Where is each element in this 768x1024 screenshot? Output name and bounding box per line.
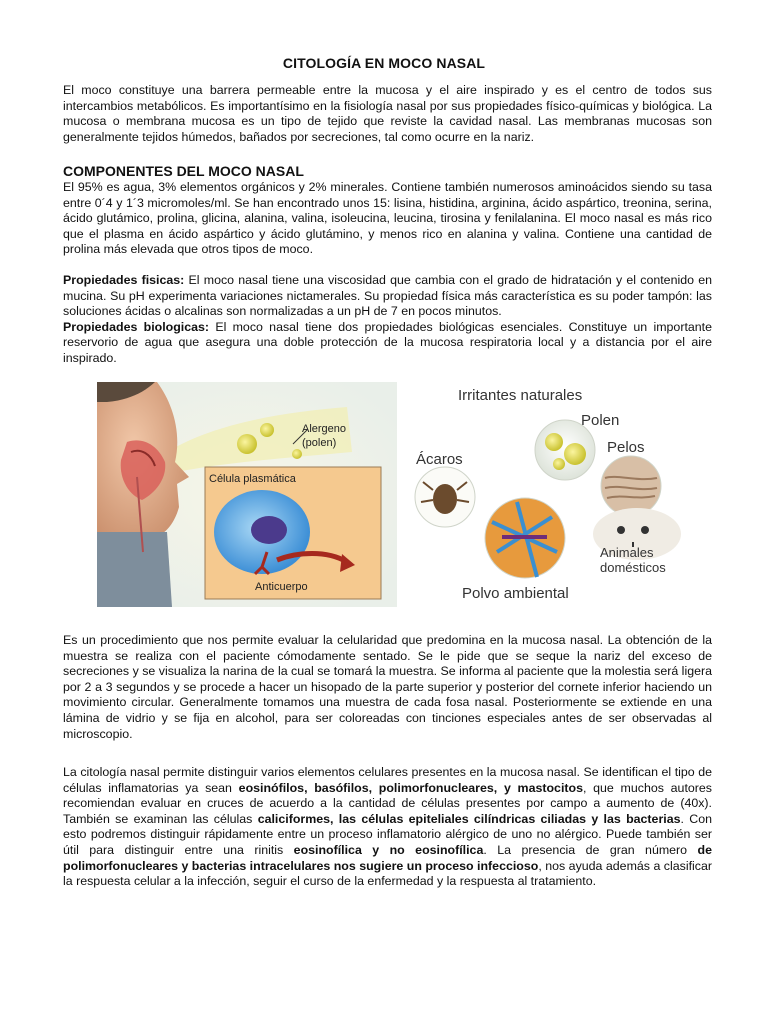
label-animales: Animales (600, 545, 654, 560)
cytology-bold-3: eosinofílica y no eosinofílica (293, 842, 484, 857)
cytology-bold-2: caliciformes, las células epiteliales cilíndricas ciliadas y las bacterias (257, 811, 681, 826)
label-anticuerpo: Anticuerpo (255, 581, 308, 593)
mites-circle (415, 467, 475, 527)
components-paragraph: El 95% es agua, 3% elementos orgánicos y 2% minerales. Contiene también numerosos aminoácidos siendo su tasa entre 0´4 y 1´3 micromoles/ml. Se han encontrado unos 15: lisina, histidina, arginina, ácido aspártico, treonina, serina, ácido glutámico, prolina, glicina, alanina, valina, isoleucina, leucina, tirosina y fenilalanina. El moco nasal es más rico que el plasma en ácido aspártico y ácido glutámino, y menos rico en alanina y valina. Contiene una cantidad de prolina más elevada que otros tipos de moco. (63, 180, 712, 257)
cytology-text-3: . Con esto podremos distinguir rápidamente entre un proceso inflamatorio alérgico de uno no alérgico. Puede también ser útil para distinguir entre una rinitis (63, 811, 712, 857)
label-domesticos: domésticos (600, 560, 666, 575)
procedure-paragraph: Es un procedimiento que nos permite evaluar la celularidad que predomina en la mucosa nasal. La obtención de la muestra se realiza con el paciente cómodamente sentado. Se le pide que se seque la nariz del exceso de secreciones y se visualiza la narina de la cual se tomará la muestra. Se informa al paciente que la molestia será ligera por 2 a 3 segundos y se procede a hacer un hisopado de la parte superior y posterior del cornete inferior haciendo un movimiento circular. Generalmente tomamos una muestra de cada fosa nasal. Posteriormente se extiende en una lámina de vidrio y se fija en alcohol, para ser coloreadas con tinciones especiales antes de ser observadas al microscopio. (63, 633, 712, 741)
pollen-circle (535, 420, 595, 480)
cytology-bold-1: eosinófilos, basófilos, polimorfonucleares, y mastocitos (238, 780, 583, 795)
components-section (63, 163, 712, 258)
biological-properties-label: Propiedades biologicas: (63, 319, 210, 334)
cytology-paragraph (63, 765, 712, 890)
properties-block (63, 273, 712, 367)
label-acaros: Ácaros (416, 451, 463, 468)
cytology-text-5: , nos ayuda además a clasificar la respuesta celular a la infección, seguir el curso de la enfermedad y la respuesta al tratamiento. (63, 858, 713, 889)
physical-properties-text: El moco nasal tiene una viscosidad que cambia con el grado de hidratación y el contenido en mucina. Su pH experimenta variaciones nictamerales. Su propiedad física más característica es su poder tampón: las soluciones ácidas o alcalinas son normalizadas a un pH de 7 en pocos minutos. (63, 273, 712, 319)
page-title: CITOLOGÍA EN MOCO NASAL (282, 55, 486, 71)
allergen-illustration (97, 382, 682, 607)
label-alergeno: Alergeno (302, 423, 347, 435)
biological-properties-paragraph (63, 320, 712, 367)
label-polen: Polen (581, 412, 620, 429)
cell-nucleus (251, 516, 287, 544)
intro-block (63, 83, 712, 145)
label-polen-paren: (polen) (302, 437, 337, 449)
physical-properties-label: Propiedades fisicas: (63, 273, 185, 287)
biological-properties-text: El moco nasal tiene dos propiedades biológicas esenciales. Constituye un importante reservorio de agua que asegura una doble protección de la mucosa respiratoria local y a distancia por el aire inspirado. (63, 319, 712, 365)
illustration-svg (97, 382, 682, 607)
hair-circle (601, 456, 661, 516)
cytology-bold-4: de polimorfonucleares y bacterias intracelulares nos sugiere un proceso infeccioso (63, 842, 712, 873)
cytology-block (63, 765, 712, 890)
label-pelos: Pelos (607, 439, 645, 456)
dust-circle (485, 498, 565, 578)
label-celula-plasmatica: Célula plasmática (209, 473, 296, 485)
procedure-block (63, 633, 712, 742)
label-irritantes-naturales: Irritantes naturales (458, 387, 583, 404)
section-heading: COMPONENTES DEL MOCO NASAL (63, 163, 304, 179)
cytology-text-4: . La presencia de gran número (483, 842, 698, 857)
label-polvo-ambiental: Polvo ambiental (462, 585, 569, 602)
intro-paragraph: El moco constituye una barrera permeable entre la mucosa y el aire inspirado y es el centro de todos sus intercambios metabólicos. Es importantísimo en la fisiología nasal por sus propiedades físico-químicas y biológica. La mucosa o membrana mucosa es un tipo de tejido que reviste la cavidad nasal. Las membranas mucosas son generalmente tejidos húmedos, bañados por secreciones, tal como ocurre en la nariz. (63, 83, 712, 144)
cytology-text-1: La citología nasal permite distinguir varios elementos celulares presentes en la mucosa nasal. Se identifican el tipo de células inflamatorias ya sean (63, 765, 712, 795)
physical-properties-paragraph (63, 273, 712, 320)
cytology-text-2: , que muchos autores recomiendan evaluar en cruces de acuerdo a la cantidad de células presentes por campo a aumento de (40x). También se examinan las células (63, 780, 712, 826)
